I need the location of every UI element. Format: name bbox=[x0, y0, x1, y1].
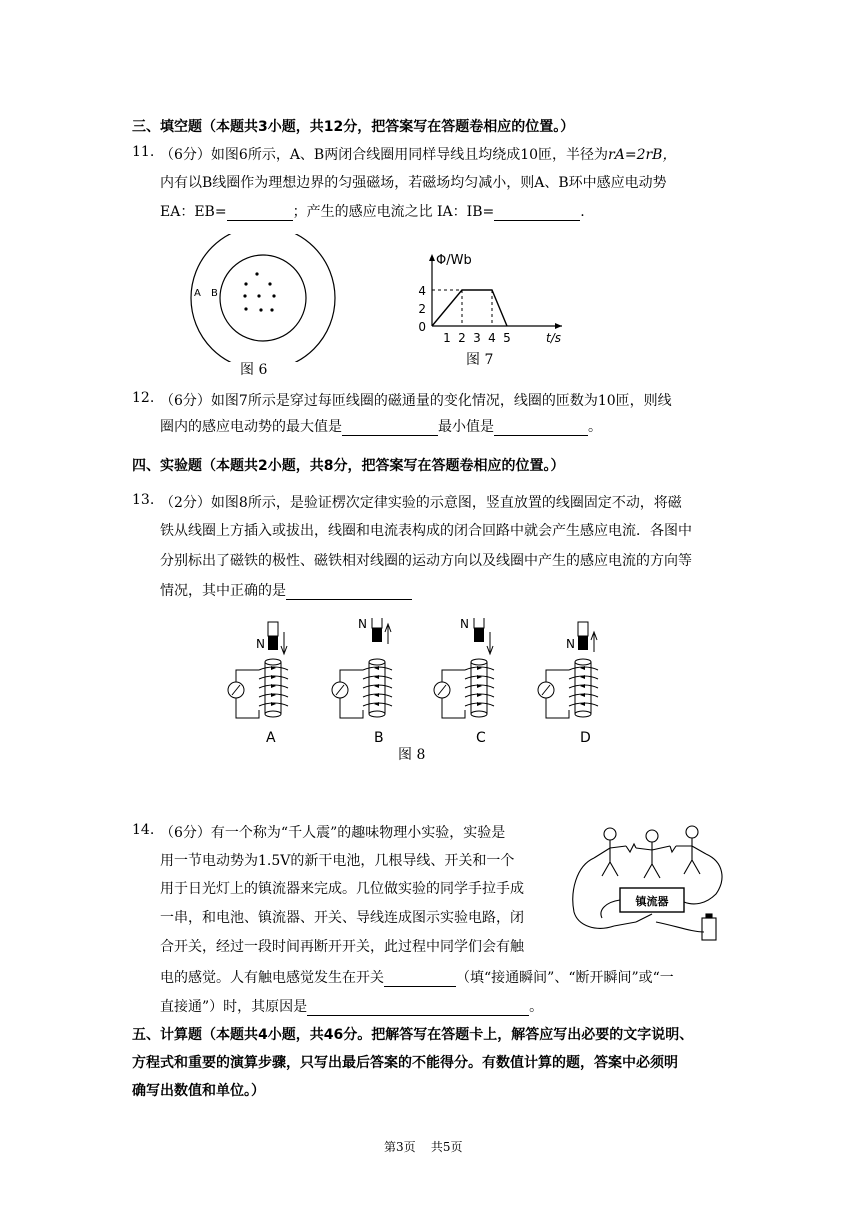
magnet-n-pole bbox=[578, 636, 588, 650]
y-axis-label: Φ/Wb bbox=[436, 253, 472, 268]
switch-wire bbox=[614, 922, 636, 926]
fig8-panel-c bbox=[432, 618, 518, 750]
wire-ballast-left bbox=[601, 900, 620, 918]
coil-bottom bbox=[575, 711, 591, 717]
magnet-top bbox=[268, 622, 278, 636]
magnet-top bbox=[578, 622, 588, 636]
magnet-pole-label: N bbox=[566, 637, 575, 651]
coil-bottom bbox=[265, 711, 281, 717]
q14-line7-text: 直接通”）时，其原因是 bbox=[160, 999, 308, 1015]
thousand-person-shock-illustration bbox=[566, 822, 736, 946]
x-tick-label: 2 bbox=[458, 331, 466, 345]
motion-arrow-down-icon bbox=[281, 632, 287, 654]
ballast-label: 镇流器 bbox=[635, 895, 669, 908]
chart-plot bbox=[418, 253, 562, 345]
coil-top bbox=[369, 659, 385, 665]
magnet-pole-label: N bbox=[460, 618, 469, 631]
fig8-panel-label: A bbox=[266, 730, 276, 746]
q12-blank-min[interactable] bbox=[494, 419, 588, 436]
fig8-caption: 图 8 bbox=[398, 747, 426, 763]
q12-end: 。 bbox=[588, 419, 602, 435]
fig6-label-a: A bbox=[194, 288, 201, 299]
motion-arrow-up-icon bbox=[385, 624, 391, 644]
coil-top bbox=[265, 659, 281, 665]
q14-line6 bbox=[160, 967, 674, 987]
coil-bottom bbox=[369, 711, 385, 717]
q12-blank-max[interactable] bbox=[342, 419, 438, 436]
q13-line2: 铁从线圈上方插入或拔出，线圈和电流表构成的闭合回路中就会产生感应电流．各图中 bbox=[160, 523, 692, 539]
fig6-label-b: B bbox=[211, 288, 218, 299]
coil-top bbox=[471, 659, 487, 665]
section4-heading: 四、实验题（本题共2小题，共8分，把答案写在答题卷相应的位置。） bbox=[132, 458, 565, 474]
x-axis-label: t/s bbox=[546, 331, 561, 345]
person-3-head bbox=[686, 826, 698, 838]
q14-line3: 用于日光灯上的镇流器来完成。几位做实验的同学手拉手成 bbox=[160, 881, 524, 897]
magnet-top bbox=[474, 618, 484, 628]
q14-number: 14. bbox=[132, 822, 155, 838]
wire-left bbox=[573, 858, 614, 928]
person-1-body bbox=[594, 840, 626, 876]
wire-right bbox=[684, 854, 722, 904]
magnet-n-pole bbox=[372, 628, 382, 642]
q11-radius-relation: rA=2rB， bbox=[608, 147, 677, 163]
x-tick-label: 3 bbox=[473, 331, 481, 345]
q14-line1: （6分）有一个称为“千人震”的趣味物理小实验，实验是 bbox=[160, 825, 506, 841]
coil-tube bbox=[575, 662, 591, 714]
footer-total: 共5页 bbox=[430, 1140, 463, 1154]
coil-tube bbox=[369, 662, 385, 714]
person-3-body bbox=[676, 838, 706, 874]
battery-terminal bbox=[706, 914, 712, 918]
x-tick-label: 5 bbox=[503, 331, 511, 345]
hand-link-1 bbox=[626, 844, 636, 852]
person-1-head bbox=[604, 828, 616, 840]
q14-blank-reason[interactable] bbox=[307, 999, 529, 1016]
x-axis-arrow bbox=[555, 323, 562, 329]
q14-line4: 一串，和电池、镇流器、开关、导线连成图示实验电路，闭 bbox=[160, 910, 524, 926]
fig8-panel-b bbox=[330, 618, 416, 750]
x-tick-label: 4 bbox=[488, 331, 496, 345]
magnet-n-pole bbox=[474, 628, 484, 642]
y-tick-label: 0 bbox=[418, 320, 426, 334]
person-2-body bbox=[636, 842, 670, 878]
fig8-panel-d bbox=[536, 618, 622, 750]
magnet-pole-label: N bbox=[358, 618, 367, 631]
y-tick-label: 4 bbox=[418, 284, 426, 298]
q13-blank[interactable] bbox=[286, 583, 412, 600]
q11-ratio-i: ；产生的感应电流之比 IA：IB= bbox=[292, 204, 495, 220]
fig8-panel-label: B bbox=[374, 730, 384, 746]
fig8-panel-label: C bbox=[476, 730, 486, 746]
figure-7-chart bbox=[410, 248, 580, 348]
y-tick-label: 2 bbox=[418, 302, 426, 316]
q11-number: 11. bbox=[132, 144, 155, 160]
hand-link-2 bbox=[670, 846, 676, 852]
magnet-top bbox=[372, 618, 382, 628]
motion-arrow-up-icon bbox=[591, 632, 597, 652]
section5-heading-line3: 确写出数值和单位。） bbox=[132, 1083, 265, 1099]
q11-blank-2[interactable] bbox=[494, 204, 580, 221]
fig8-panel-a bbox=[226, 618, 312, 750]
q11-line1 bbox=[160, 144, 676, 164]
fig6-caption: 图 6 bbox=[240, 362, 268, 378]
q13-line1: （2分）如图8所示，是验证楞次定律实验的示意图，竖直放置的线圈固定不动，将磁 bbox=[160, 495, 682, 511]
q13-line4 bbox=[160, 580, 412, 600]
y-axis-arrow bbox=[429, 254, 435, 261]
footer bbox=[384, 1138, 463, 1155]
q12-min-text: 最小值是 bbox=[438, 419, 494, 435]
q12-line2 bbox=[160, 416, 602, 436]
magnet-n-pole bbox=[268, 636, 278, 650]
q12-number: 12. bbox=[132, 390, 155, 406]
battery-icon bbox=[702, 918, 716, 940]
q14-line7 bbox=[160, 996, 543, 1016]
section5-heading-line1: 五、计算题（本题共4小题，共46分。把解答写在答题卡上，解答应写出必要的文字说明、 bbox=[132, 1027, 694, 1043]
switch-blade-icon[interactable] bbox=[636, 914, 652, 922]
q14-line2: 用一节电动势为1.5V的新干电池，几根导线、开关和一个 bbox=[160, 853, 515, 869]
q11-period: . bbox=[580, 204, 585, 220]
fig7-caption: 图 7 bbox=[466, 352, 494, 368]
q13-number: 13. bbox=[132, 492, 155, 508]
person-2-head bbox=[646, 830, 658, 842]
section5-heading-line2: 方程式和重要的演算步骤，只写出最后答案的不能得分。有数值计算的题，答案中必须明 bbox=[132, 1055, 678, 1071]
q14-line6-text: 电的感觉。人有触电感觉发生在开关 bbox=[160, 970, 384, 986]
q12-line1: （6分）如图7所示是穿过每匝线圈的磁通量的变化情况，线圈的匝数为10匝，则线 bbox=[160, 393, 672, 409]
footer-page: 第3页 bbox=[384, 1140, 416, 1154]
q12-max-text: 圈内的感应电动势的最大值是 bbox=[160, 419, 342, 435]
motion-arrow-down-icon bbox=[487, 632, 493, 654]
q11-blank-1[interactable] bbox=[227, 204, 293, 221]
magnet-pole-label: N bbox=[256, 637, 265, 651]
coil-tube bbox=[471, 662, 487, 714]
flux-series-line bbox=[432, 290, 507, 326]
q11-ratio-e: EA：EB= bbox=[160, 204, 227, 220]
q11-line2: 内有以B线圈作为理想边界的匀强磁场，若磁场均匀减小，则A、B环中感应电动势 bbox=[160, 175, 667, 191]
q11-line3 bbox=[160, 201, 585, 221]
wire-to-battery bbox=[656, 922, 704, 932]
fig8-panel-label: D bbox=[580, 730, 591, 746]
coil-top bbox=[575, 659, 591, 665]
q13-line3: 分别标出了磁铁的极性、磁铁相对线圈的运动方向以及线圈中产生的感应电流的方向等 bbox=[160, 553, 692, 569]
field-dots bbox=[243, 272, 275, 311]
q14-line6-options: （填“接通瞬间”、“断开瞬间”或“一 bbox=[456, 970, 674, 986]
q14-blank-when[interactable] bbox=[384, 970, 456, 987]
q13-line4-text: 情况，其中正确的是 bbox=[160, 583, 286, 599]
x-tick-label: 1 bbox=[443, 331, 451, 345]
q14-line5: 合开关，经过一段时间再断开开关，此过程中同学们会有触 bbox=[160, 939, 524, 955]
figure-6 bbox=[190, 234, 340, 362]
q11-line1-text: （6分）如图6所示，A、B两闭合线圈用同样导线且均绕成10匝，半径为 bbox=[160, 147, 609, 163]
coil-tube bbox=[265, 662, 281, 714]
q14-end: 。 bbox=[529, 999, 544, 1015]
coil-bottom bbox=[471, 711, 487, 717]
coil-b-circle bbox=[220, 255, 306, 341]
section3-heading: 三、填空题（本题共3小题，共12分，把答案写在答题卷相应的位置。） bbox=[132, 119, 575, 135]
